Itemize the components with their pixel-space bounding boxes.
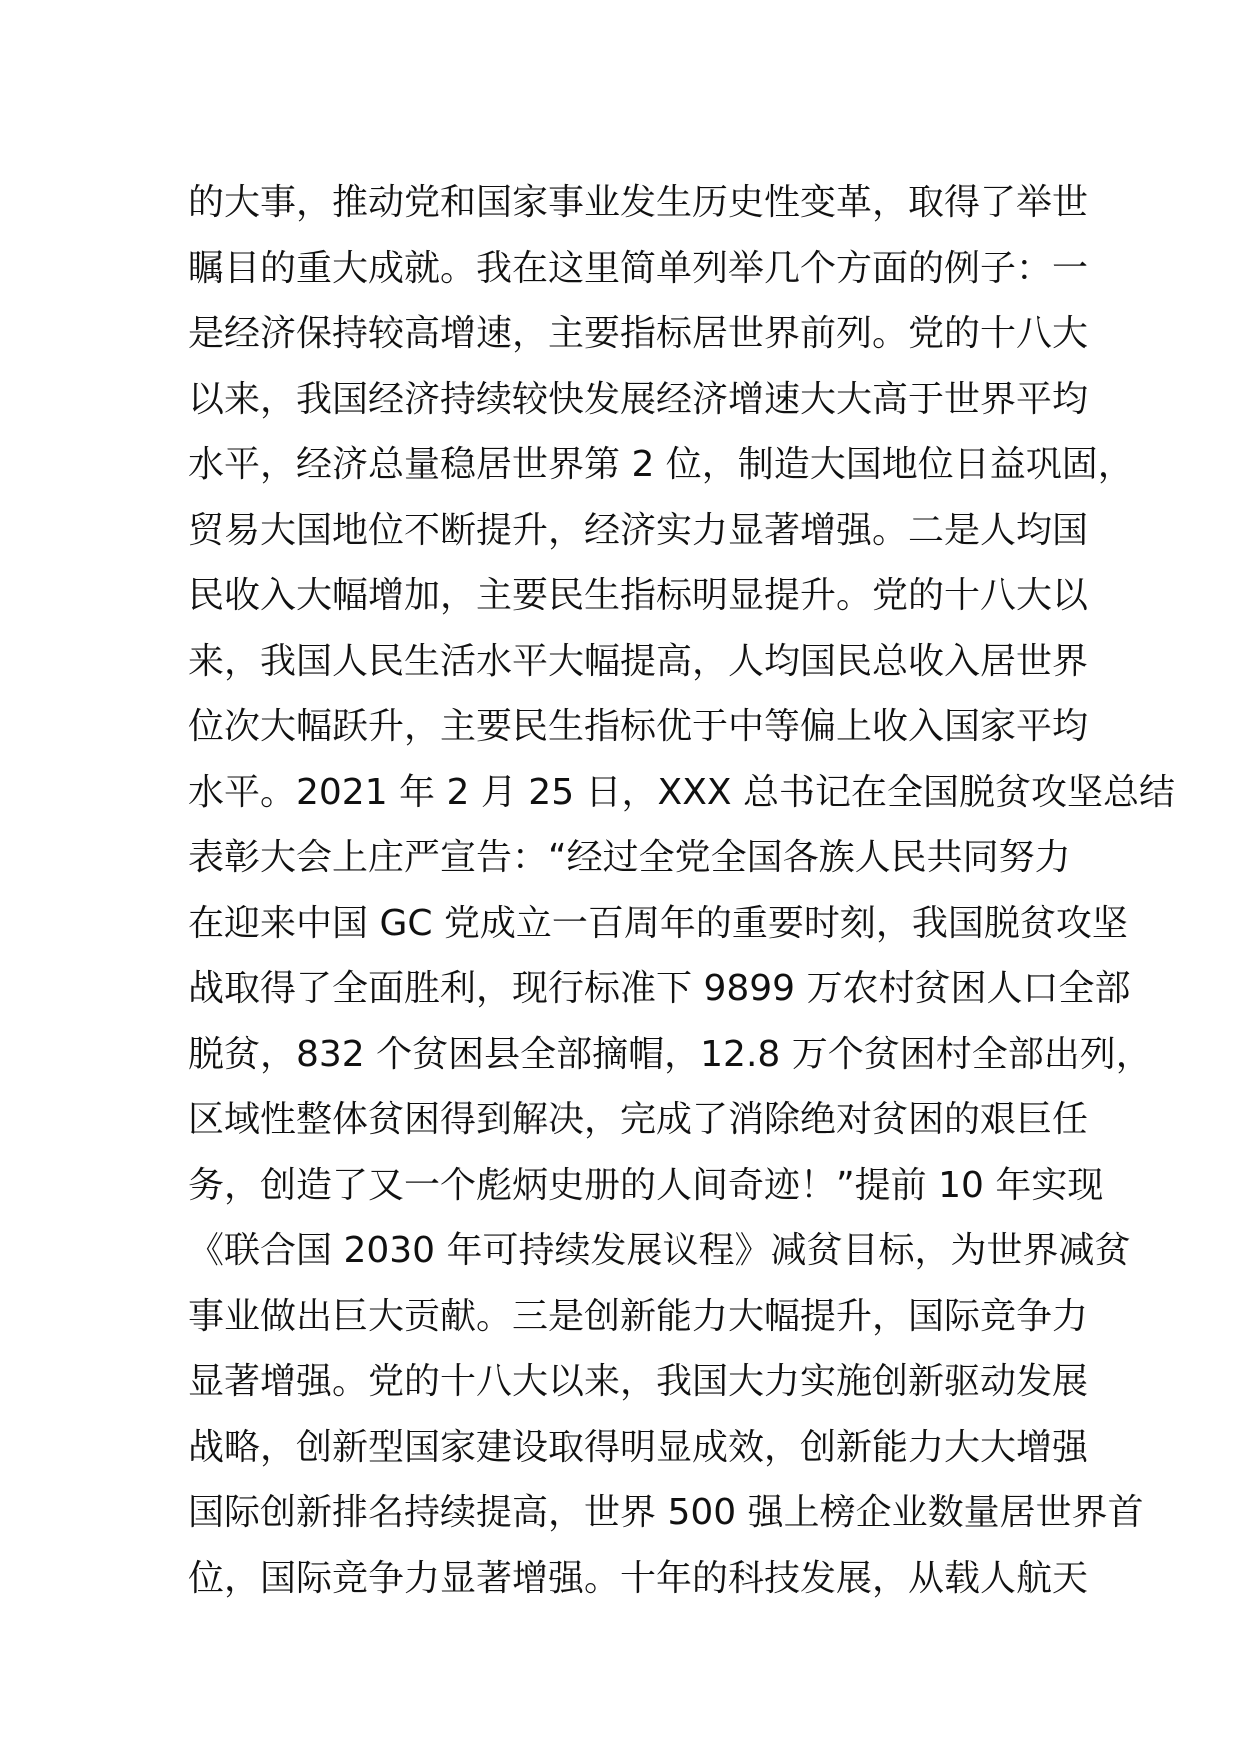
text-line: 瞩目的重大成就。我在这里简单列举几个方面的例子：一 <box>188 247 1089 289</box>
text-line: 事业做出巨大贡献。三是创新能力大幅提升，国际竞争力 <box>188 1295 1089 1337</box>
text-line: 位次大幅跃升，主要民生指标优于中等偏上收入国家平均 <box>188 706 1089 747</box>
body-text <box>188 170 1175 1611</box>
text-line: 在迎来中国 GC 党成立一百周年的重要时刻，我国脱贫攻坚 <box>188 902 1128 944</box>
text-line: 《联合国 2030 年可持续发展议程》减贫目标，为世界减贫 <box>188 1230 1131 1271</box>
text-line: 战略，创新型国家建设取得明显成效，创新能力大大增强 <box>188 1426 1089 1468</box>
text-line: 务，创造了又一个彪炳史册的人间奇迹！”提前 10 年实现 <box>188 1164 1104 1206</box>
text-line: 水平，经济总量稳居世界第 2 位，制造大国地位日益巩固， <box>188 444 1134 485</box>
text-line: 国际创新排名持续提高，世界 500 强上榜企业数量居世界首 <box>188 1492 1144 1533</box>
text-line: 表彰大会上庄严宣告：“经过全党全国各族人民共同努力 <box>188 837 1071 878</box>
text-line: 贸易大国地位不断提升，经济实力显著增强。二是人均国 <box>188 509 1089 551</box>
text-line: 民收入大幅增加，主要民生指标明显提升。党的十八大以 <box>188 575 1089 616</box>
text-line: 显著增强。党的十八大以来，我国大力实施创新驱动发展 <box>188 1361 1089 1402</box>
text-line: 的大事，推动党和国家事业发生历史性变革，取得了举世 <box>188 182 1089 223</box>
text-line: 是经济保持较高增速，主要指标居世界前列。党的十八大 <box>188 313 1089 354</box>
text-line: 以来，我国经济持续较快发展经济增速大大高于世界平均 <box>188 378 1089 420</box>
text-line: 战取得了全面胜利，现行标准下 9899 万农村贫困人口全部 <box>188 968 1131 1009</box>
text-line: 来，我国人民生活水平大幅提高，人均国民总收入居世界 <box>188 640 1089 682</box>
text-line: 水平。2021 年 2 月 25 日，XXX 总书记在全国脱贫攻坚总结 <box>188 771 1175 813</box>
text-line: 位，国际竞争力显著增强。十年的科技发展，从载人航天 <box>188 1557 1089 1599</box>
text-line: 脱贫，832 个贫困县全部摘帽，12.8 万个贫困村全部出列， <box>188 1033 1152 1075</box>
text-line: 区域性整体贫困得到解决，完成了消除绝对贫困的艰巨任 <box>188 1099 1089 1140</box>
